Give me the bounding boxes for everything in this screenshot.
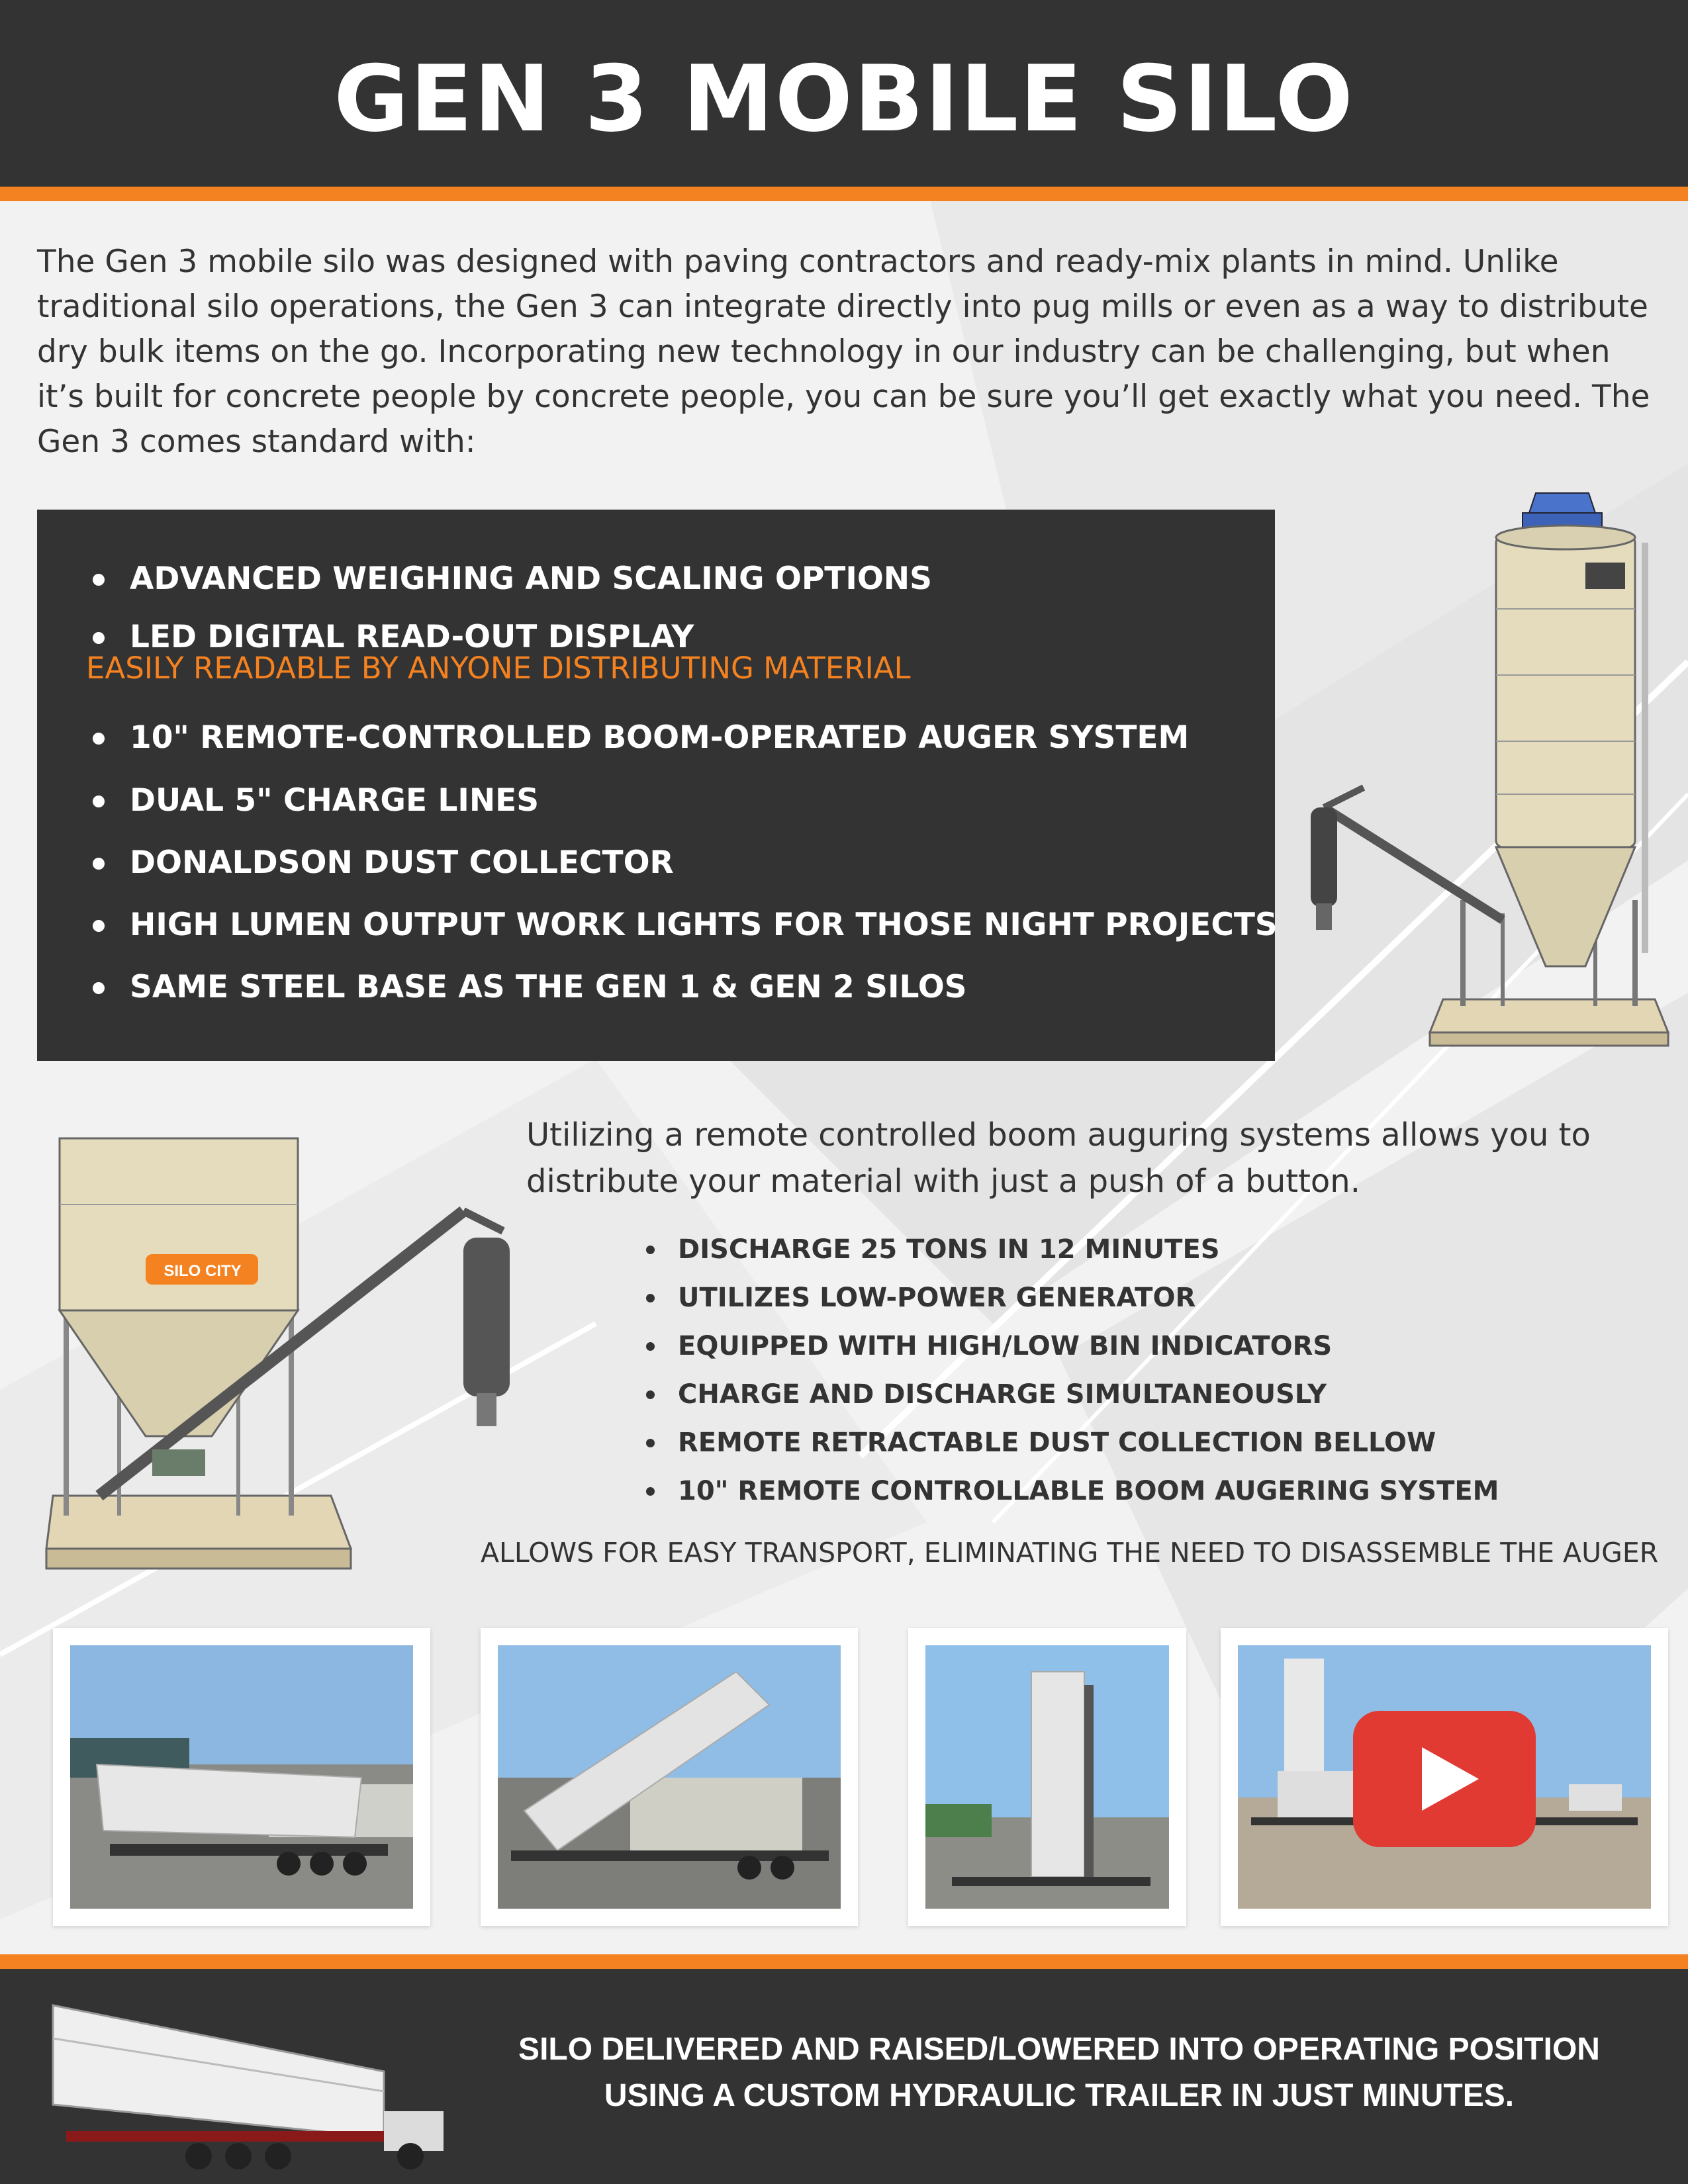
play-button-icon[interactable] — [1353, 1711, 1536, 1847]
bullet-icon — [646, 1390, 655, 1399]
photo-silo-transport — [53, 1628, 430, 1926]
led-display-subtitle: EASILY READABLE BY ANYONE DISTRIBUTING MATERIAL — [86, 651, 911, 686]
bullet-icon — [646, 1294, 655, 1302]
footer-accent-bar — [0, 1954, 1688, 1969]
auger-intro-text: Utilizing a remote controlled boom auguring systems allows you to distribute your material with just a push of a button. — [526, 1116, 1591, 1200]
intro-paragraph: The Gen 3 mobile silo was designed with paving contractors and ready-mix plants in mind. Unlike traditional silo operations, the Gen 3 can integrate directly into pug mills or even as a way to distribute dry bulk items on the go. Incorporating new technology in our industry can be challenging, but when it’s built for concrete people by concrete people, you can be sure you’ll get exactly what you need. The Gen 3 comes standard with: — [37, 244, 1650, 460]
header-accent-bar — [0, 187, 1688, 201]
bullet-icon — [646, 1487, 655, 1496]
bullet-icon — [646, 1342, 655, 1351]
video-thumbnail[interactable] — [1221, 1628, 1668, 1926]
photo-silo-raising-image — [498, 1645, 841, 1909]
auger-transport-note: ALLOWS FOR EASY TRANSPORT, ELIMINATING THE NEED TO DISASSEMBLE THE AUGER — [481, 1537, 1659, 1569]
photo-silo-raising — [481, 1628, 858, 1926]
footer-caption-line2: USING A CUSTOM HYDRAULIC TRAILER IN JUST MINUTES. — [604, 2078, 1515, 2113]
bullet-icon — [93, 574, 105, 586]
footer-caption-line1: SILO DELIVERED AND RAISED/LOWERED INTO OPERATING POSITION — [518, 2032, 1600, 2067]
bullet-icon — [93, 858, 105, 870]
auger-silo-illustration — [40, 1125, 543, 1588]
page-title: GEN 3 MOBILE SILO — [334, 46, 1354, 152]
page-header — [0, 0, 1688, 187]
gen3-silo-illustration — [1284, 477, 1675, 1059]
photo-silo-upright-image — [925, 1645, 1169, 1909]
footer-caption — [424, 2026, 1688, 2119]
bullet-icon — [646, 1439, 655, 1447]
bullet-icon — [93, 920, 105, 932]
bullet-icon — [93, 733, 105, 745]
silo-city-logo-text: SILO CITY — [164, 1262, 242, 1280]
photo-silo-transport-image — [70, 1645, 413, 1909]
bullet-icon — [93, 796, 105, 807]
bullet-icon — [93, 632, 105, 644]
photo-silo-upright — [908, 1628, 1186, 1926]
bullet-icon — [646, 1246, 655, 1254]
silo-trailer-illustration — [40, 1979, 450, 2177]
features-panel: ADVANCED WEIGHING AND SCALING OPTIONS LED DIGITAL READ-OUT DISPLAY 10" REMOTE-CONTROLLED BOOM-OPERATED AUGER SYSTEM DUAL 5" CHARGE LINES DONALDSON DUST COLLECTOR HIGH LUMEN OUTPUT WORK LIGHTS FOR THOSE NIGHT PROJECTS SAME STEEL BASE AS THE GEN 1 & GEN 2 SILOS — [37, 510, 1275, 1061]
bullet-icon — [93, 982, 105, 994]
